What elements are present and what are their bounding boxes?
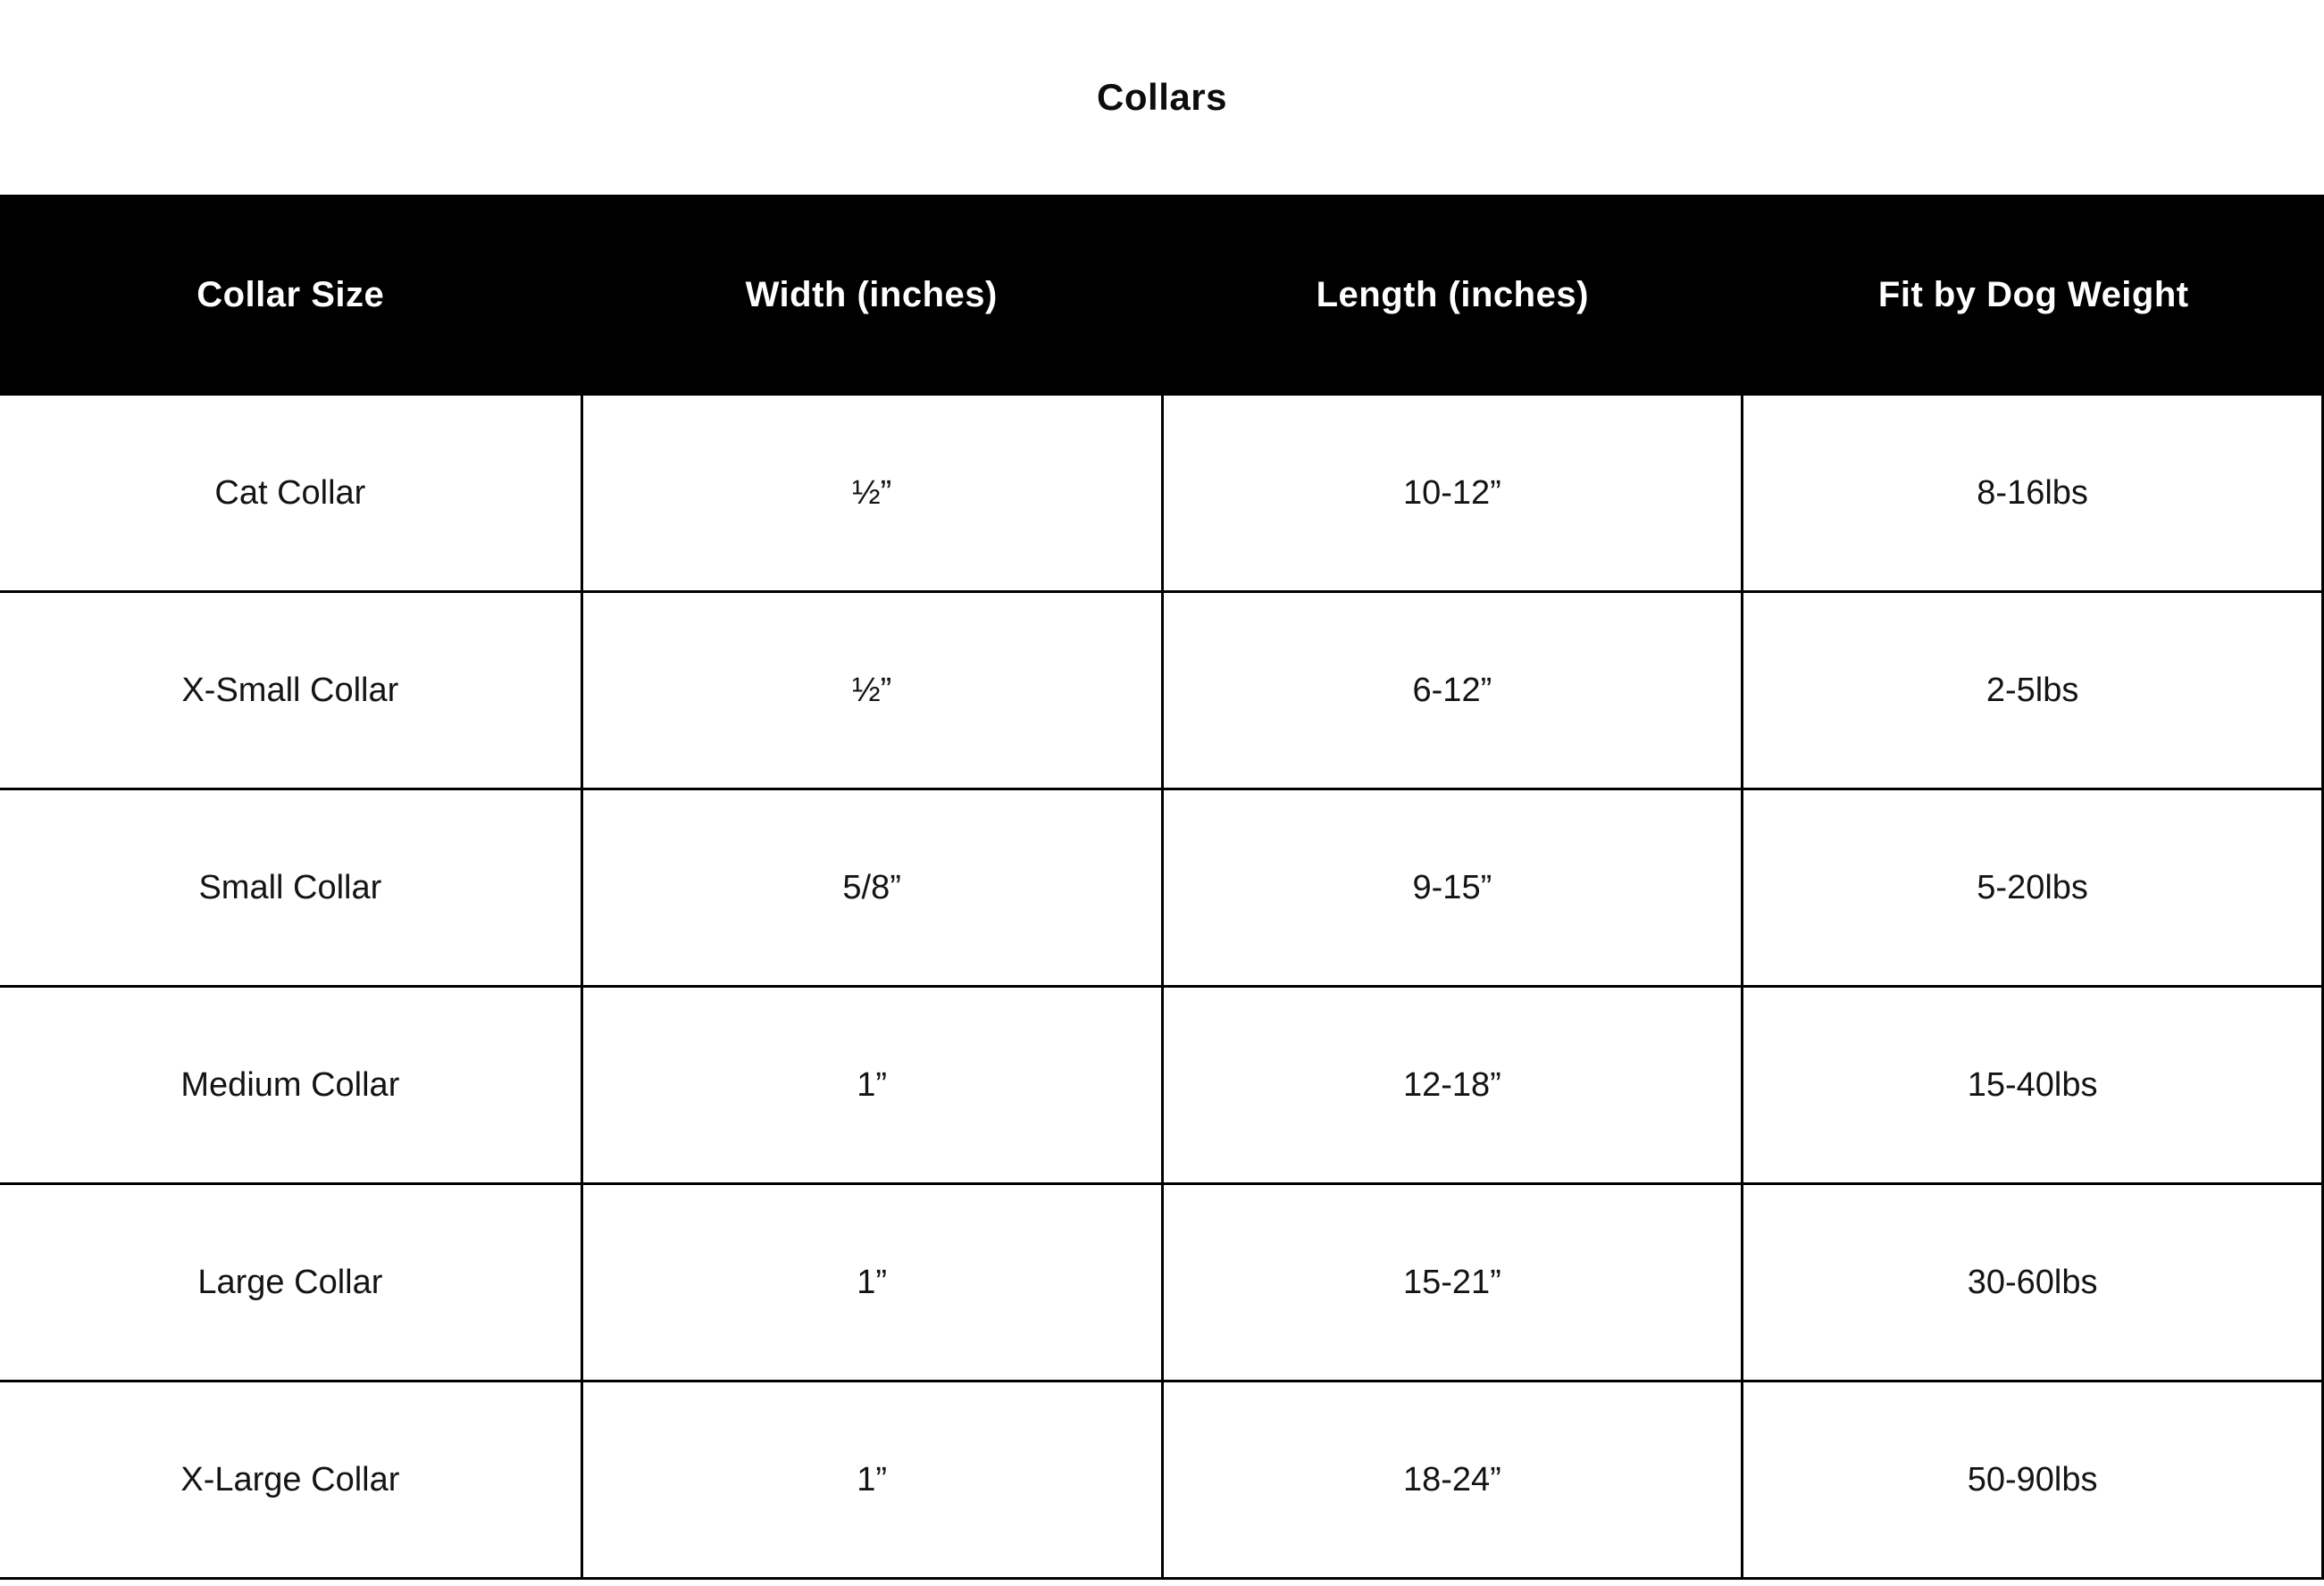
cell-fit-weight: 50-90lbs [1741,1382,2321,1577]
cell-fit-weight: 30-60lbs [1741,1185,2321,1380]
cell-width: 1” [581,1185,1161,1380]
title-area [0,0,2324,195]
cell-fit-weight: 8-16lbs [1741,396,2321,590]
cell-width: ½” [581,396,1161,590]
header-cell-collar-size: Collar Size [196,275,385,314]
cell-collar-size: Medium Collar [180,1065,400,1104]
cell-width: ½” [581,593,1161,788]
cell-fit-weight: 2-5lbs [1741,593,2321,788]
header-cell-width: Width (inches) [745,275,998,314]
cell-width: 1” [581,1382,1161,1577]
header-cell-fit-weight: Fit by Dog Weight [1877,275,2189,314]
cell-width: 5/8” [581,790,1161,985]
cell-fit-weight: 15-40lbs [1741,988,2321,1182]
cell-collar-size: Small Collar [198,868,382,906]
header-cell-length: Length (inches) [1316,275,1589,314]
table-row [0,1382,2321,1580]
size-chart-table [0,396,2324,1580]
cell-length: 15-21” [1161,1185,1742,1380]
cell-length: 12-18” [1161,988,1742,1182]
cell-length: 18-24” [1161,1382,1742,1577]
cell-length: 9-15” [1161,790,1742,985]
table-row [0,1185,2321,1382]
cell-collar-size: Cat Collar [214,473,366,512]
page-title: Collars [1097,76,1227,118]
table-row [0,790,2321,988]
cell-collar-size: Large Collar [197,1263,383,1301]
cell-collar-size: X-Large Collar [180,1460,400,1498]
table-row [0,396,2321,593]
cell-fit-weight: 5-20lbs [1741,790,2321,985]
table-row [0,988,2321,1185]
table-header-row [0,195,2324,396]
cell-width: 1” [581,988,1161,1182]
cell-collar-size: X-Small Collar [181,671,399,709]
table-row [0,593,2321,790]
cell-length: 6-12” [1161,593,1742,788]
cell-length: 10-12” [1161,396,1742,590]
